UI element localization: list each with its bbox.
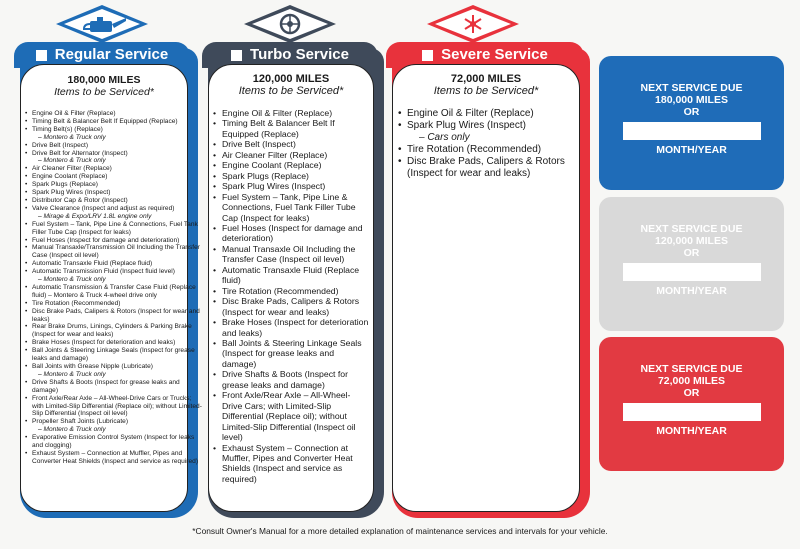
service-item — [222, 160, 370, 170]
snowflake-sun-icon — [423, 4, 523, 44]
service-item — [32, 244, 204, 260]
service-item — [32, 150, 204, 166]
service-item — [222, 223, 370, 244]
service-item-text: Drive Belt (Inspect) — [222, 139, 296, 150]
service-item-text: Tire Rotation (Recommended) — [222, 285, 339, 296]
service-item-text: Timing Belt & Balancer Belt If Equipped (Replace) — [222, 118, 335, 139]
service-item — [32, 221, 204, 237]
service-item — [222, 171, 370, 181]
service-item-text: Drive Belt for Alternator (Inspect) — [32, 149, 128, 157]
severe-service-list — [407, 108, 567, 180]
service-item-text: Drive Belt (Inspect) — [32, 141, 89, 149]
turbo-items-label: Items to be Serviced* — [238, 85, 344, 97]
service-item-text: Spark Plug Wires (Inspect) — [222, 181, 326, 192]
service-item-text: Ball Joints & Steering Linkage Seals (Inspect for grease leaks and damage) — [32, 347, 195, 363]
service-item-text: Brake Hoses (Inspect for deterioration and leaks) — [32, 339, 176, 347]
oil-can-icon — [52, 4, 152, 44]
service-item — [32, 181, 204, 189]
card-heading: NEXT SERVICE DUE — [640, 363, 743, 375]
service-item-text: Manual Transaxle/Transmission Oil Including the Transfer Case (Inspect oil level) — [32, 244, 200, 260]
service-item — [32, 395, 204, 419]
card-or: OR — [683, 387, 700, 399]
service-item-text: Manual Transaxle Oil Including the Transfer Case (Inspect oil level) — [222, 243, 356, 265]
service-item-text: Valve Clearance (Inspect and adjust as required) — [32, 204, 175, 212]
service-item-text: Engine Oil & Filter (Replace) — [32, 110, 116, 117]
service-item-text: Fuel System – Tank, Pipe Line & Connections, Fuel Tank Filler Tube Cap (Inspect for leaks) — [32, 220, 198, 236]
service-item — [407, 120, 567, 144]
service-item — [32, 339, 204, 347]
service-item-text: Fuel Hoses (Inspect for damage and deterioration) — [222, 222, 363, 244]
service-item-text: Disc Brake Pads, Calipers & Rotors (Inspect for wear and leaks) — [32, 307, 200, 323]
service-item-text: Fuel Hoses (Inspect for damage and deterioration) — [32, 236, 180, 244]
service-item-text: Drive Shafts & Boots (Inspect for grease leaks and damage) — [32, 378, 180, 394]
service-item-text: Air Cleaner Filter (Replace) — [222, 149, 328, 160]
checkbox-icon — [36, 50, 47, 61]
service-item-text: Timing Belt(s) (Replace) — [32, 125, 103, 133]
regular-service-list — [32, 110, 204, 466]
service-item — [32, 323, 204, 339]
service-item-text: Front Axle/Rear Axle – All-Wheel-Drive Cars or Trucks; with Limited-Slip Differential (Replace oil); without Limited-Slip Differential (Inspect oil level) — [32, 394, 202, 418]
service-item — [222, 369, 370, 390]
service-item — [222, 118, 370, 139]
service-item — [32, 308, 204, 324]
service-item — [32, 197, 204, 205]
service-item-note: – Mirage & Expo/LRV 1.8L engine only — [38, 212, 152, 220]
service-due-field[interactable] — [623, 122, 761, 140]
service-item — [407, 144, 567, 156]
card-or: OR — [683, 106, 700, 118]
service-item-text: Disc Brake Pads, Calipers & Rotors (Inspect for wear and leaks) — [222, 296, 360, 317]
service-item-text: Spark Plug Wires (Inspect) — [407, 120, 526, 131]
service-due-field[interactable] — [623, 403, 761, 421]
service-due-field[interactable] — [623, 263, 761, 281]
checkbox-icon — [231, 50, 242, 61]
service-item — [32, 363, 204, 379]
service-item-text: Automatic Transmission & Transfer Case Fluid (Replace fluid) – Montero & Truck 4-wheel drive only — [32, 283, 196, 299]
service-item-text: Ball Joints & Steering Linkage Seals (Inspect for grease leaks and damage) — [222, 337, 362, 369]
service-item — [222, 139, 370, 149]
service-item-text: Disc Brake Pads, Calipers & Rotors (Inspect for wear and leaks) — [407, 156, 565, 179]
service-item-note: – Montero & Truck only — [38, 370, 106, 378]
service-item — [32, 284, 204, 300]
service-item-note: – Cars only — [419, 132, 470, 143]
service-item-text: Automatic Transaxle Fluid (Replace fluid) — [32, 260, 153, 268]
severe-items-label: Items to be Serviced* — [433, 85, 539, 97]
service-item — [222, 338, 370, 369]
service-item — [222, 244, 370, 265]
card-month-year: MONTH/YEAR — [656, 285, 727, 297]
service-item-text: Spark Plug Wires (Inspect) — [32, 189, 111, 197]
service-item-note: – Montero & Truck only — [38, 133, 106, 141]
card-miles: 180,000 MILES — [655, 94, 728, 106]
service-item-text: Front Axle/Rear Axle – All-Wheel-Drive Cars; with Limited-Slip Differential (Replace oil); without Limited-Slip Differential (Inspect oil level) — [222, 390, 356, 443]
service-item-text: Brake Hoses (Inspect for deterioration and leaks) — [222, 317, 369, 338]
next-service-card-72000 — [599, 337, 784, 471]
card-miles: 72,000 MILES — [657, 375, 726, 387]
service-item — [222, 317, 370, 338]
service-item — [222, 192, 370, 223]
footnote: *Consult Owner's Manual for a more detailed explanation of maintenance services and intervals for your vehicle. — [192, 526, 608, 536]
service-item — [222, 150, 370, 160]
service-item — [407, 108, 567, 120]
service-item — [32, 379, 204, 395]
card-or: OR — [683, 247, 700, 259]
card-heading: NEXT SERVICE DUE — [640, 223, 743, 235]
service-item — [32, 126, 204, 142]
service-item — [32, 450, 204, 466]
service-item — [222, 296, 370, 317]
turbo-miles: 120,000 MILES — [252, 73, 330, 85]
service-item-text: Propeller Shaft Joints (Lubricate) — [32, 418, 129, 426]
card-month-year: MONTH/YEAR — [656, 144, 727, 156]
service-item-text: Tire Rotation (Recommended) — [32, 299, 121, 307]
service-item — [32, 434, 204, 450]
next-service-card-120000 — [599, 197, 784, 331]
service-item — [32, 300, 204, 308]
service-item-note: – Montero & Truck only — [38, 426, 106, 434]
service-item-text: Distributor Cap & Rotor (Inspect) — [32, 196, 128, 204]
service-item — [32, 118, 204, 126]
service-item-text: Timing Belt & Balancer Belt If Equipped (Replace) — [32, 117, 178, 125]
service-item-text: Engine Coolant (Replace) — [32, 173, 108, 181]
service-item-text: Air Cleaner Filter (Replace) — [32, 165, 112, 173]
service-item-note: – Montero & Truck only — [38, 157, 106, 165]
service-item — [222, 265, 370, 286]
service-item-text: Engine Oil & Filter (Replace) — [407, 108, 534, 119]
card-month-year: MONTH/YEAR — [656, 425, 727, 437]
service-item — [32, 260, 204, 268]
turbo-service-list — [222, 108, 370, 484]
service-item — [32, 268, 204, 284]
service-item — [222, 108, 370, 118]
card-heading: NEXT SERVICE DUE — [640, 82, 743, 94]
oil-can-badge — [72, 4, 132, 40]
service-item — [32, 165, 204, 173]
service-item — [32, 189, 204, 197]
service-item-note: – Montero & Truck only — [38, 276, 106, 284]
service-item-text: Engine Coolant (Replace) — [222, 160, 322, 171]
service-item — [222, 286, 370, 296]
service-item — [32, 110, 204, 118]
service-item — [32, 347, 204, 363]
service-item — [32, 205, 204, 221]
service-item-text: Exhaust System – Connection at Muffler, Pipes and Converter Heat Shields (Inspect and service as required) — [222, 442, 353, 484]
service-item-text: Exhaust System – Connection at Muffler, Pipes and Converter Heat Shields (Inspect and service as required) — [32, 449, 199, 465]
severe-service-title: Severe Service — [441, 46, 548, 63]
service-item-text: Tire Rotation (Recommended) — [407, 144, 542, 155]
turbo-service-title: Turbo Service — [250, 46, 349, 63]
service-item-text: Drive Shafts & Boots (Inspect for grease leaks and damage) — [222, 369, 349, 390]
service-item-text: Spark Plugs (Replace) — [222, 170, 309, 181]
service-item — [32, 237, 204, 245]
service-item-text: Engine Oil & Filter (Replace) — [222, 108, 333, 118]
service-item-text: Automatic Transaxle Fluid (Replace fluid) — [222, 264, 360, 286]
service-item — [32, 418, 204, 434]
service-item-text: Ball Joints with Grease Nipple (Lubricate) — [32, 363, 153, 370]
regular-miles: 180,000 MILES — [67, 74, 141, 86]
service-item — [32, 173, 204, 181]
regular-items-label: Items to be Serviced* — [54, 86, 154, 98]
service-item-text: Fuel System – Tank, Pipe Line & Connections, Fuel Tank Filler Tube Cap (Inspect for leaks) — [222, 191, 356, 223]
next-service-card-180000 — [599, 56, 784, 190]
service-item — [32, 142, 204, 150]
service-item-text: Rear Brake Drums, Linings, Cylinders & Parking Brake (Inspect for wear and leaks) — [32, 323, 192, 339]
service-item — [222, 390, 370, 442]
service-item — [222, 443, 370, 485]
service-item — [407, 156, 567, 180]
regular-service-title: Regular Service — [54, 46, 169, 63]
turbo-icon — [240, 4, 340, 44]
service-item-text: Automatic Transmission Fluid (Inspect fluid level) — [32, 268, 175, 276]
service-item-text: Evaporative Emission Control System (Inspect for leaks and clogging) — [32, 434, 195, 450]
service-item — [222, 181, 370, 191]
checkbox-icon — [422, 50, 433, 61]
service-item-text: Spark Plugs (Replace) — [32, 181, 98, 189]
card-miles: 120,000 MILES — [655, 235, 728, 247]
severe-miles: 72,000 MILES — [450, 73, 522, 85]
